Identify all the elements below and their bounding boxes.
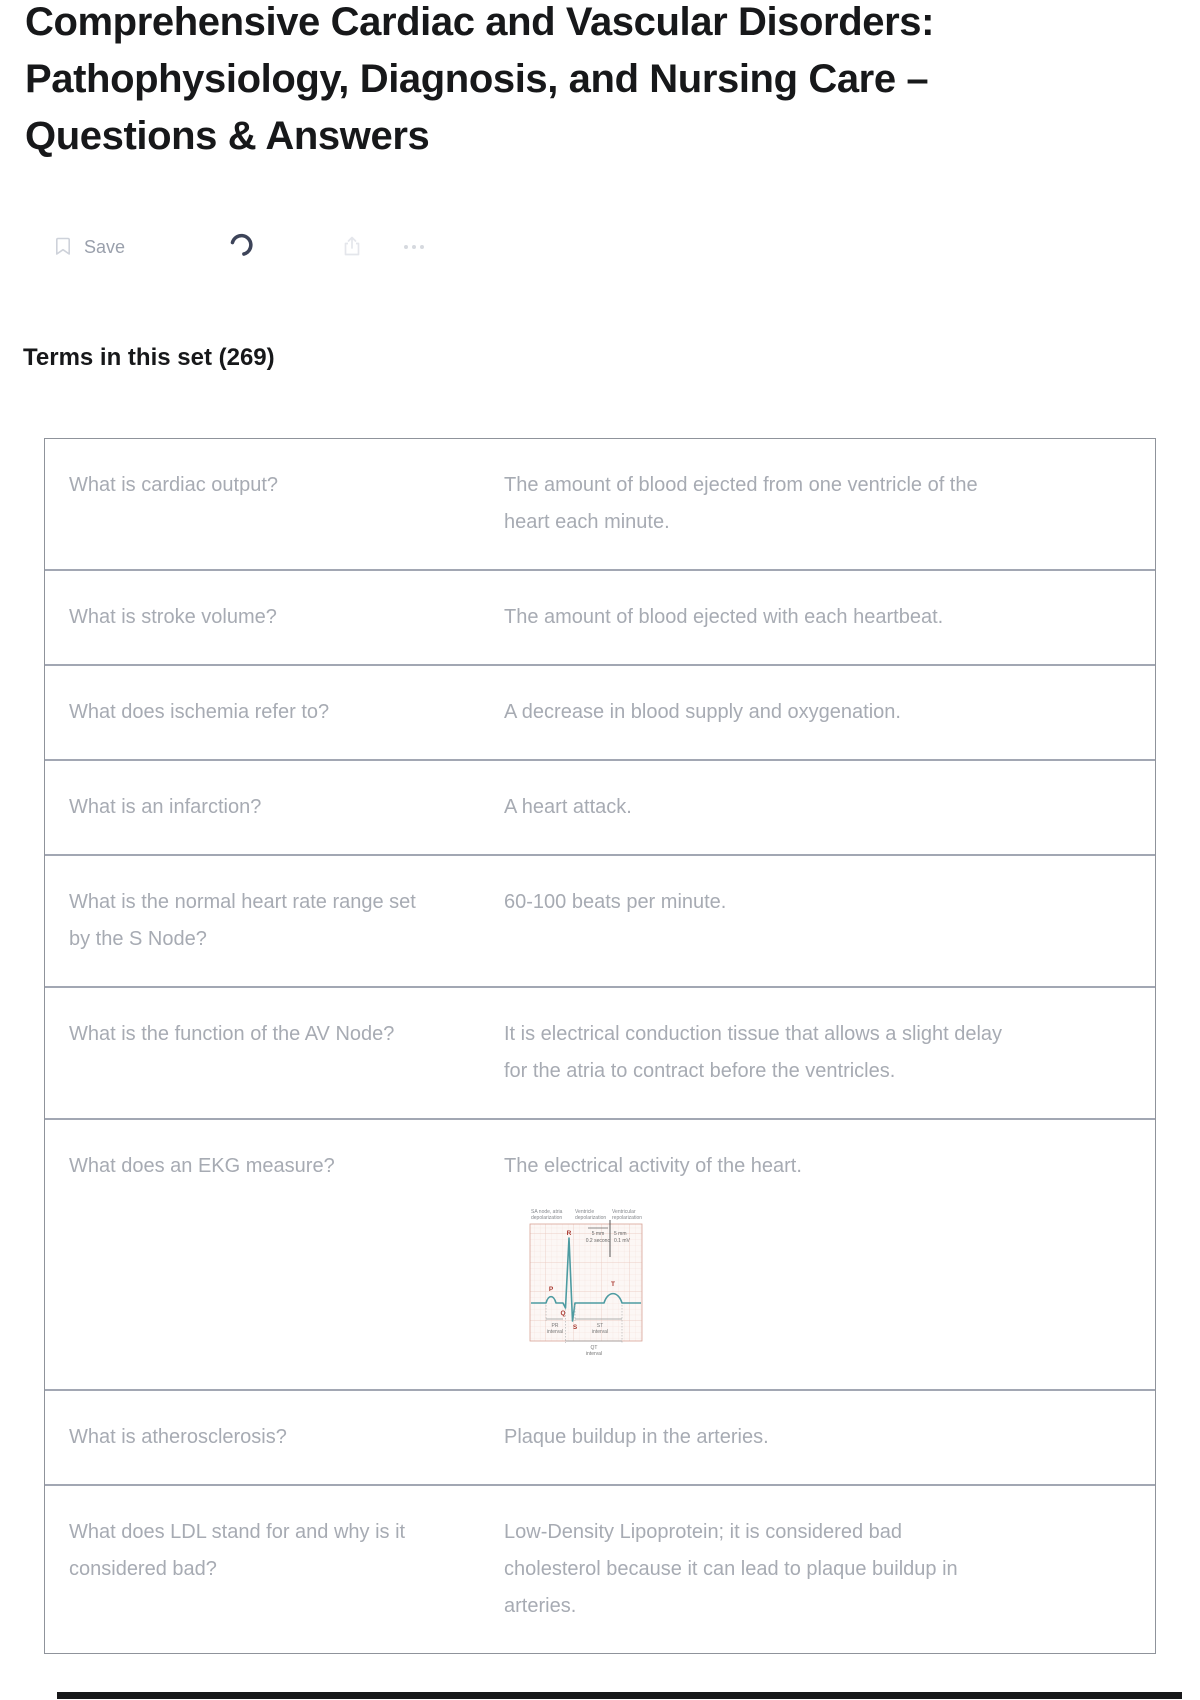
term-row: [45, 854, 1155, 986]
term-answer: 60-100 beats per minute.: [504, 891, 727, 913]
term-row: [45, 569, 1155, 664]
svg-text:depolarization: depolarization: [575, 1215, 607, 1221]
term-question: What is an infarction?: [69, 796, 262, 818]
history-button[interactable]: [228, 226, 255, 268]
share-button[interactable]: [340, 226, 364, 268]
term-question: What does ischemia refer to?: [69, 701, 330, 723]
svg-text:interval: interval: [591, 1329, 609, 1335]
ekg-cal-time: 5 mm: [591, 1231, 605, 1237]
term-row: [45, 1118, 1155, 1389]
svg-text:0.1 mV: 0.1 mV: [614, 1238, 630, 1244]
svg-text:0.2 second: 0.2 second: [585, 1238, 611, 1244]
ekg-qt-interval-label: QT: [590, 1345, 598, 1351]
ekg-header-label: SA node, atria: [531, 1209, 563, 1215]
page-title: Comprehensive Cardiac and Vascular Disorders: Pathophysiology, Diagnosis, and Nursing Care – Questions & Answers: [25, 0, 935, 158]
ekg-header-label: Ventricle: [575, 1209, 595, 1215]
term-row: [45, 439, 1155, 569]
term-row: [45, 664, 1155, 759]
svg-text:interval: interval: [585, 1351, 603, 1357]
term-question: What is the normal heart rate range set by the S Node?: [69, 891, 416, 950]
term-question: What does LDL stand for and why is it considered bad?: [69, 1521, 406, 1580]
ekg-pr-interval-label: PR: [551, 1323, 559, 1329]
term-answer: A heart attack.: [504, 796, 632, 818]
save-label: Save: [84, 236, 126, 257]
bookmark-icon: [52, 235, 74, 260]
term-row: [45, 1484, 1155, 1653]
share-icon: [340, 234, 364, 261]
more-button[interactable]: [404, 226, 424, 268]
term-answer: A decrease in blood supply and oxygenation.: [504, 701, 901, 723]
svg-text:depolarization: depolarization: [531, 1215, 563, 1221]
save-button[interactable]: [52, 226, 125, 268]
term-question: What is cardiac output?: [69, 474, 278, 496]
term-answer: The amount of blood ejected from one ventricle of the heart each minute.: [504, 474, 978, 533]
ekg-wave-q: Q: [560, 1310, 566, 1317]
term-row: [45, 986, 1155, 1118]
term-row: [45, 1389, 1155, 1484]
curved-arrow-icon: [228, 232, 255, 262]
term-answer: It is electrical conduction tissue that allows a slight delay for the atria to contract before the ventricles.: [504, 1023, 1003, 1082]
terms-table: [44, 438, 1156, 1654]
ellipsis-icon: [404, 245, 424, 249]
toolbar: [52, 226, 472, 268]
ekg-wave-p: P: [548, 1286, 554, 1293]
term-question: What does an EKG measure?: [69, 1155, 335, 1177]
ekg-st-interval-label: ST: [596, 1323, 604, 1329]
term-question: What is stroke volume?: [69, 606, 277, 628]
ekg-cal-volt: 5 mm: [614, 1231, 627, 1237]
term-answer: The electrical activity of the heart.: [504, 1155, 802, 1177]
ekg-diagram-image[interactable]: [518, 1205, 654, 1361]
term-question: What is the function of the AV Node?: [69, 1023, 395, 1045]
terms-heading: Terms in this set (269): [23, 344, 275, 371]
ekg-header-label: Ventricular: [612, 1209, 636, 1215]
svg-text:repolarization: repolarization: [612, 1215, 643, 1221]
term-row: [45, 759, 1155, 854]
bottom-divider-bar: [57, 1692, 1182, 1699]
ekg-wave-r: R: [566, 1230, 572, 1237]
term-answer: The amount of blood ejected with each heartbeat.: [504, 606, 944, 628]
svg-text:interval: interval: [546, 1329, 564, 1335]
term-answer: Plaque buildup in the arteries.: [504, 1426, 769, 1448]
ekg-wave-s: S: [572, 1324, 578, 1331]
term-answer: Low-Density Lipoprotein; it is considered bad cholesterol because it can lead to plaque buildup in arteries.: [504, 1521, 958, 1617]
term-question: What is atherosclerosis?: [69, 1426, 287, 1448]
ekg-wave-t: T: [611, 1281, 615, 1288]
